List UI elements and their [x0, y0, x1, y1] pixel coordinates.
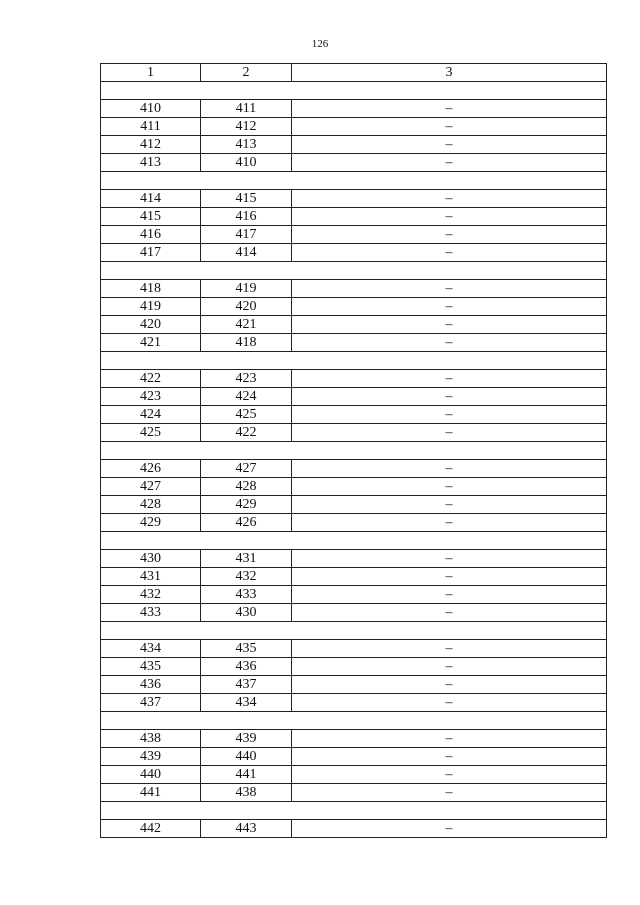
group-separator-row — [101, 802, 607, 820]
group-separator-row — [101, 82, 607, 100]
table-cell: 437 — [201, 676, 292, 694]
table-cell: – — [292, 424, 607, 442]
table-row — [101, 334, 607, 352]
page-number: 126 — [311, 38, 329, 50]
table-cell: 435 — [201, 640, 292, 658]
table-row — [101, 460, 607, 478]
table-cell: – — [292, 766, 607, 784]
table-cell: 412 — [101, 136, 201, 154]
table-cell: 415 — [101, 208, 201, 226]
table-row — [101, 694, 607, 712]
table-row — [101, 658, 607, 676]
group-separator-cell — [101, 442, 607, 460]
table-cell: – — [292, 550, 607, 568]
table-cell: 410 — [101, 100, 201, 118]
table-cell: 417 — [201, 226, 292, 244]
table-cell: 424 — [101, 406, 201, 424]
table-cell: 437 — [101, 694, 201, 712]
table-cell: – — [292, 136, 607, 154]
table-cell: – — [292, 316, 607, 334]
table-cell: 425 — [101, 424, 201, 442]
table-cell: 439 — [101, 748, 201, 766]
table-cell: 413 — [101, 154, 201, 172]
group-separator-row — [101, 442, 607, 460]
table-row — [101, 820, 607, 838]
table-cell: – — [292, 730, 607, 748]
table-cell: – — [292, 460, 607, 478]
group-separator-cell — [101, 802, 607, 820]
table-cell: 430 — [201, 604, 292, 622]
table-cell: 431 — [201, 550, 292, 568]
table-cell: 423 — [201, 370, 292, 388]
column-header: 1 — [101, 64, 201, 82]
table-cell: – — [292, 154, 607, 172]
table-cell: 427 — [101, 478, 201, 496]
group-separator-cell — [101, 82, 607, 100]
table-cell: 440 — [201, 748, 292, 766]
table-cell: 429 — [101, 514, 201, 532]
table-cell: 414 — [201, 244, 292, 262]
group-separator-row — [101, 352, 607, 370]
table-body — [101, 64, 607, 838]
table-cell: 436 — [101, 676, 201, 694]
table-row — [101, 316, 607, 334]
table-cell: 420 — [101, 316, 201, 334]
table-cell: – — [292, 100, 607, 118]
table-cell: 419 — [101, 298, 201, 316]
table-cell: – — [292, 676, 607, 694]
table-cell: – — [292, 334, 607, 352]
table-row — [101, 640, 607, 658]
table-cell: – — [292, 208, 607, 226]
table-cell: – — [292, 190, 607, 208]
table-cell: 431 — [101, 568, 201, 586]
table-cell: 416 — [101, 226, 201, 244]
table-cell: – — [292, 586, 607, 604]
table-cell: 426 — [101, 460, 201, 478]
table-cell: – — [292, 244, 607, 262]
table-cell: 423 — [101, 388, 201, 406]
table-row — [101, 208, 607, 226]
table-cell: – — [292, 748, 607, 766]
table-cell: 417 — [101, 244, 201, 262]
table-cell: 411 — [101, 118, 201, 136]
table-cell: 418 — [201, 334, 292, 352]
table-cell: – — [292, 298, 607, 316]
group-separator-cell — [101, 352, 607, 370]
table-cell: 421 — [201, 316, 292, 334]
table-row — [101, 190, 607, 208]
table-cell: – — [292, 370, 607, 388]
column-header: 3 — [292, 64, 607, 82]
table-row — [101, 424, 607, 442]
table-cell: 422 — [101, 370, 201, 388]
table-cell: – — [292, 388, 607, 406]
table-row — [101, 568, 607, 586]
table-cell: – — [292, 604, 607, 622]
table-cell: – — [292, 226, 607, 244]
group-separator-cell — [101, 712, 607, 730]
table-cell: – — [292, 820, 607, 838]
table-row — [101, 496, 607, 514]
table-row — [101, 406, 607, 424]
table-cell: 428 — [101, 496, 201, 514]
table-cell: 415 — [201, 190, 292, 208]
table-row — [101, 244, 607, 262]
table-row — [101, 280, 607, 298]
table-cell: – — [292, 406, 607, 424]
table-row — [101, 550, 607, 568]
table-row — [101, 676, 607, 694]
table-row — [101, 154, 607, 172]
table-cell: 441 — [101, 784, 201, 802]
table-cell: 440 — [101, 766, 201, 784]
group-separator-row — [101, 622, 607, 640]
group-separator-row — [101, 532, 607, 550]
table-cell: 413 — [201, 136, 292, 154]
group-separator-row — [101, 172, 607, 190]
table-cell: – — [292, 280, 607, 298]
table-row — [101, 748, 607, 766]
table-row — [101, 388, 607, 406]
table-cell: – — [292, 784, 607, 802]
table-cell: 424 — [201, 388, 292, 406]
table-cell: 438 — [101, 730, 201, 748]
table-cell: 411 — [201, 100, 292, 118]
table-header-row — [101, 64, 607, 82]
table-cell: 410 — [201, 154, 292, 172]
table-cell: 419 — [201, 280, 292, 298]
group-separator-row — [101, 712, 607, 730]
group-separator-cell — [101, 622, 607, 640]
table-cell: – — [292, 496, 607, 514]
table-cell: 438 — [201, 784, 292, 802]
table-row — [101, 298, 607, 316]
group-separator-cell — [101, 262, 607, 280]
table-cell: – — [292, 568, 607, 586]
table-cell: – — [292, 640, 607, 658]
group-separator-row — [101, 262, 607, 280]
data-table-container — [100, 63, 606, 838]
table-cell: 436 — [201, 658, 292, 676]
table-cell: 421 — [101, 334, 201, 352]
table-cell: 414 — [101, 190, 201, 208]
table-row — [101, 766, 607, 784]
table-row — [101, 478, 607, 496]
table-cell: 429 — [201, 496, 292, 514]
table-cell: 434 — [101, 640, 201, 658]
table-cell: – — [292, 694, 607, 712]
table-cell: 432 — [201, 568, 292, 586]
table-cell: 430 — [101, 550, 201, 568]
table-row — [101, 226, 607, 244]
table-cell: 427 — [201, 460, 292, 478]
table-cell: 433 — [201, 586, 292, 604]
table-cell: 435 — [101, 658, 201, 676]
table-cell: 420 — [201, 298, 292, 316]
table-row — [101, 118, 607, 136]
table-row — [101, 604, 607, 622]
table-row — [101, 514, 607, 532]
table-row — [101, 370, 607, 388]
table-cell: 432 — [101, 586, 201, 604]
table-cell: 442 — [101, 820, 201, 838]
table-row — [101, 784, 607, 802]
table-cell: 412 — [201, 118, 292, 136]
table-cell: 428 — [201, 478, 292, 496]
table-cell: 416 — [201, 208, 292, 226]
table-cell: – — [292, 478, 607, 496]
table-row — [101, 100, 607, 118]
group-separator-cell — [101, 172, 607, 190]
column-header: 2 — [201, 64, 292, 82]
table-cell: 426 — [201, 514, 292, 532]
table-row — [101, 586, 607, 604]
table-cell: 434 — [201, 694, 292, 712]
table-row — [101, 730, 607, 748]
table-cell: 439 — [201, 730, 292, 748]
table-cell: 425 — [201, 406, 292, 424]
group-separator-cell — [101, 532, 607, 550]
table-cell: 418 — [101, 280, 201, 298]
data-table — [100, 63, 607, 838]
table-cell: 441 — [201, 766, 292, 784]
table-cell: – — [292, 118, 607, 136]
table-cell: 433 — [101, 604, 201, 622]
table-cell: 443 — [201, 820, 292, 838]
table-cell: – — [292, 514, 607, 532]
table-cell: – — [292, 658, 607, 676]
table-row — [101, 136, 607, 154]
table-cell: 422 — [201, 424, 292, 442]
